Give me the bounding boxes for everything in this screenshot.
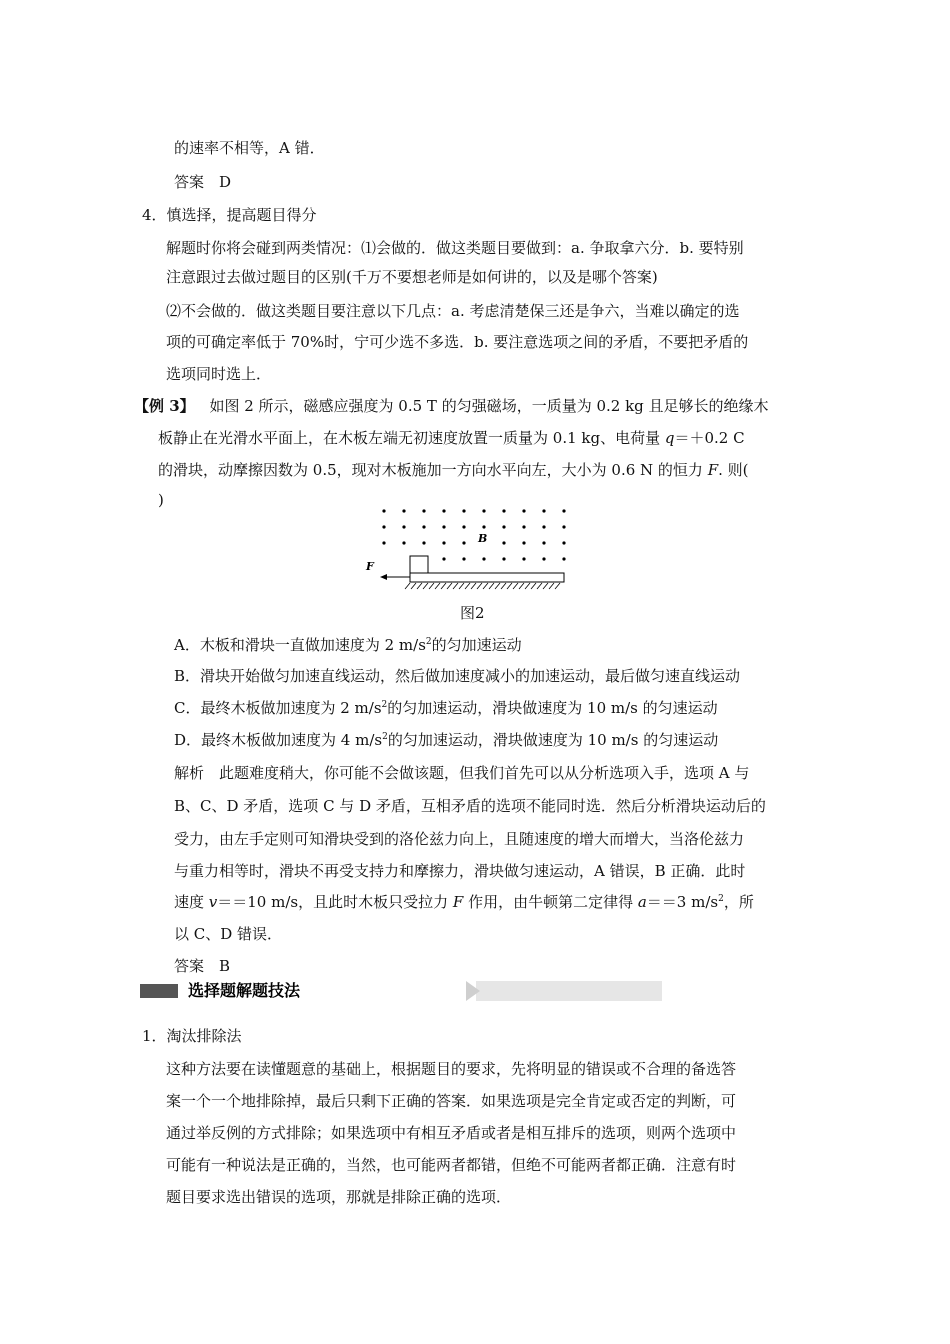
hatch-stroke [411, 583, 416, 589]
option-c [174, 698, 718, 718]
hatch-stroke [453, 583, 458, 589]
field-dot [422, 509, 425, 512]
example-label: 【例 3】 [134, 397, 195, 415]
analysis-line: 受力，由左手定则可知滑块受到的洛伦兹力向上，且随速度的增大而增大，当洛伦兹力 [174, 830, 745, 848]
text-line: 项的可确定率低于 70%时，宁可少选不多选．b. 要注意选项之间的矛盾，不要把矛盾的 [166, 333, 749, 351]
field-dot [542, 525, 545, 528]
field-dot [462, 557, 465, 560]
field-dot [442, 509, 445, 512]
field-dot [502, 557, 505, 560]
text-segment: ＝＋0.2 C [674, 429, 745, 447]
hatch-stroke [507, 583, 512, 589]
text-line: ) [158, 491, 164, 509]
field-dot [502, 525, 505, 528]
figure-caption: 图2 [460, 604, 485, 622]
field-dot [502, 509, 505, 512]
field-dot [482, 557, 485, 560]
hatch-stroke [549, 583, 554, 589]
hatch-stroke [465, 583, 470, 589]
hatch-stroke [477, 583, 482, 589]
banner-title: 选择题解题技法 [188, 981, 301, 1000]
field-dot [522, 525, 525, 528]
board [410, 573, 564, 582]
text-line: 选项同时选上． [166, 365, 272, 383]
hatch-stroke [447, 583, 452, 589]
text-line [158, 460, 749, 480]
text-segment: C．最终木板做加速度为 2 m/s [174, 699, 382, 717]
text-segment: A．木板和滑块一直做加速度为 2 m/s [174, 636, 426, 654]
text-segment: ＝＝3 m/s [646, 893, 719, 911]
analysis-line: B、C、D 矛盾，选项 C 与 D 矛盾，互相矛盾的选项不能同时选．然后分析滑块运动后的 [174, 797, 766, 815]
variable: a [637, 893, 647, 911]
analysis-line: 以 C、D 错误． [174, 925, 283, 943]
analysis-line [174, 892, 754, 912]
hatch-stroke [531, 583, 536, 589]
text-line: 这种方法要在读懂题意的基础上，根据题目的要求，先将明显的错误或不合理的备选答 [166, 1060, 737, 1078]
field-dot [562, 525, 565, 528]
banner-fade-bar [476, 981, 662, 1001]
hatch-stroke [423, 583, 428, 589]
field-dot [382, 509, 385, 512]
superscript: 2 [382, 732, 388, 742]
field-dot [382, 541, 385, 544]
hatch-stroke [441, 583, 446, 589]
hatch-stroke [525, 583, 530, 589]
field-dot [542, 541, 545, 544]
field-label-B: B [478, 532, 488, 545]
ground-hatch [405, 583, 560, 589]
text-segment: ＝＝10 m/s，且此时木板只受拉力 [217, 893, 453, 911]
field-dot [382, 525, 385, 528]
field-dot [522, 509, 525, 512]
superscript: 2 [381, 700, 388, 710]
text-line: ⑵不会做的．做这类题目要注意以下几点：a. 考虑清楚保三还是争六，当难以确定的选 [166, 302, 740, 320]
hatch-stroke [471, 583, 476, 589]
hatch-stroke [501, 583, 506, 589]
variable: q [664, 429, 675, 447]
example-question [134, 396, 769, 416]
field-dot [402, 525, 405, 528]
text-segment: 的匀加速运动 [431, 636, 522, 654]
field-dot [562, 509, 565, 512]
field-dot [482, 509, 485, 512]
text-line [158, 428, 745, 448]
text-line: 注意跟过去做过题目的区别(千万不要想老师是如何讲的，以及是哪个答案) [166, 268, 658, 286]
analysis-line: 与重力相等时，滑块不再受支持力和摩擦力，滑块做匀速运动，A 错误，B 正确．此时 [174, 862, 746, 880]
banner-marker [140, 984, 178, 998]
hatch-stroke [435, 583, 440, 589]
field-dot [442, 541, 445, 544]
answer-line: 答案 D [174, 173, 232, 191]
field-dot [542, 557, 545, 560]
field-dot [422, 541, 425, 544]
field-dot [562, 557, 565, 560]
hatch-stroke [489, 583, 494, 589]
superscript: 2 [718, 894, 724, 904]
section-heading: 1．淘汰排除法 [142, 1027, 242, 1045]
field-dot [502, 541, 505, 544]
field-dot [462, 509, 465, 512]
field-dots [382, 509, 565, 560]
variable: v [208, 893, 218, 911]
text-line: 解题时你将会碰到两类情况：⑴会做的．做这类题目要做到：a. 争取拿六分．b. 要特别 [166, 239, 744, 257]
text-line: 的速率不相等，A 错． [174, 139, 325, 157]
slider-block [410, 556, 428, 573]
hatch-stroke [537, 583, 542, 589]
hatch-stroke [513, 583, 518, 589]
hatch-stroke [519, 583, 524, 589]
text-segment: 板静止在光滑水平面上，在木板左端无初速度放置一质量为 0.1 kg、电荷量 [158, 429, 665, 447]
hatch-stroke [429, 583, 434, 589]
text-line: 案一个一个地排除掉，最后只剩下正确的答案．如果选项是完全肯定或否定的判断，可 [166, 1092, 737, 1110]
hatch-stroke [459, 583, 464, 589]
answer-line: 答案 B [174, 957, 231, 975]
magnetic-field-figure [362, 504, 572, 592]
superscript: 2 [425, 637, 432, 647]
field-dot [442, 557, 445, 560]
variable: F [707, 461, 719, 479]
force-arrow-head [380, 574, 387, 580]
text-line: 题目要求选出错误的选项，那就是排除正确的选项． [166, 1188, 512, 1206]
hatch-stroke [495, 583, 500, 589]
section-heading: 4．慎选择，提高题目得分 [142, 206, 317, 224]
text-line: 如图 2 所示，磁感应强度为 0.5 T 的匀强磁场，一质量为 0.2 kg 且足够长的绝缘木 [209, 397, 769, 415]
field-dot [462, 541, 465, 544]
field-dot [462, 525, 465, 528]
force-label-F: F [366, 560, 374, 573]
option-b: B．滑块开始做匀加速直线运动，然后做加速度减小的加速运动，最后做匀速直线运动 [174, 667, 741, 685]
text-segment: . 则( [718, 461, 749, 479]
text-segment: 的匀加速运动，滑块做速度为 10 m/s 的匀速运动 [387, 731, 719, 749]
field-dot [542, 509, 545, 512]
variable: F [452, 893, 464, 911]
field-dot [522, 541, 525, 544]
hatch-stroke [417, 583, 422, 589]
field-dot [562, 541, 565, 544]
text-line: 通过举反例的方式排除；如果选项中有相互矛盾或者是相互排斥的选项，则两个选项中 [166, 1124, 737, 1142]
field-dot [402, 509, 405, 512]
hatch-stroke [405, 583, 410, 589]
text-segment: D．最终木板做加速度为 4 m/s [174, 731, 383, 749]
text-segment: 速度 [174, 893, 209, 911]
analysis-line: 解析 此题难度稍大，你可能不会做该题，但我们首先可以从分析选项入手，选项 A 与 [174, 764, 750, 782]
hatch-stroke [543, 583, 548, 589]
text-segment: ，所 [723, 893, 754, 911]
option-a [174, 635, 522, 655]
field-dot [522, 557, 525, 560]
text-segment: 的滑块，动摩擦因数为 0.5，现对木板施加一方向水平向左，大小为 0.6 N 的恒力 [158, 461, 708, 479]
banner-arrow [466, 981, 480, 1001]
hatch-stroke [483, 583, 488, 589]
section-banner [140, 980, 522, 1002]
field-dot [402, 541, 405, 544]
field-dot [442, 525, 445, 528]
text-line: 可能有一种说法是正确的，当然，也可能两者都错，但绝不可能两者都正确．注意有时 [166, 1156, 737, 1174]
field-dot [482, 525, 485, 528]
hatch-stroke [555, 583, 560, 589]
field-dot [422, 525, 425, 528]
text-segment: 的匀加速运动，滑块做速度为 10 m/s 的匀速运动 [387, 699, 718, 717]
text-segment: 作用，由牛顿第二定律得 [463, 893, 638, 911]
option-d [174, 730, 718, 750]
